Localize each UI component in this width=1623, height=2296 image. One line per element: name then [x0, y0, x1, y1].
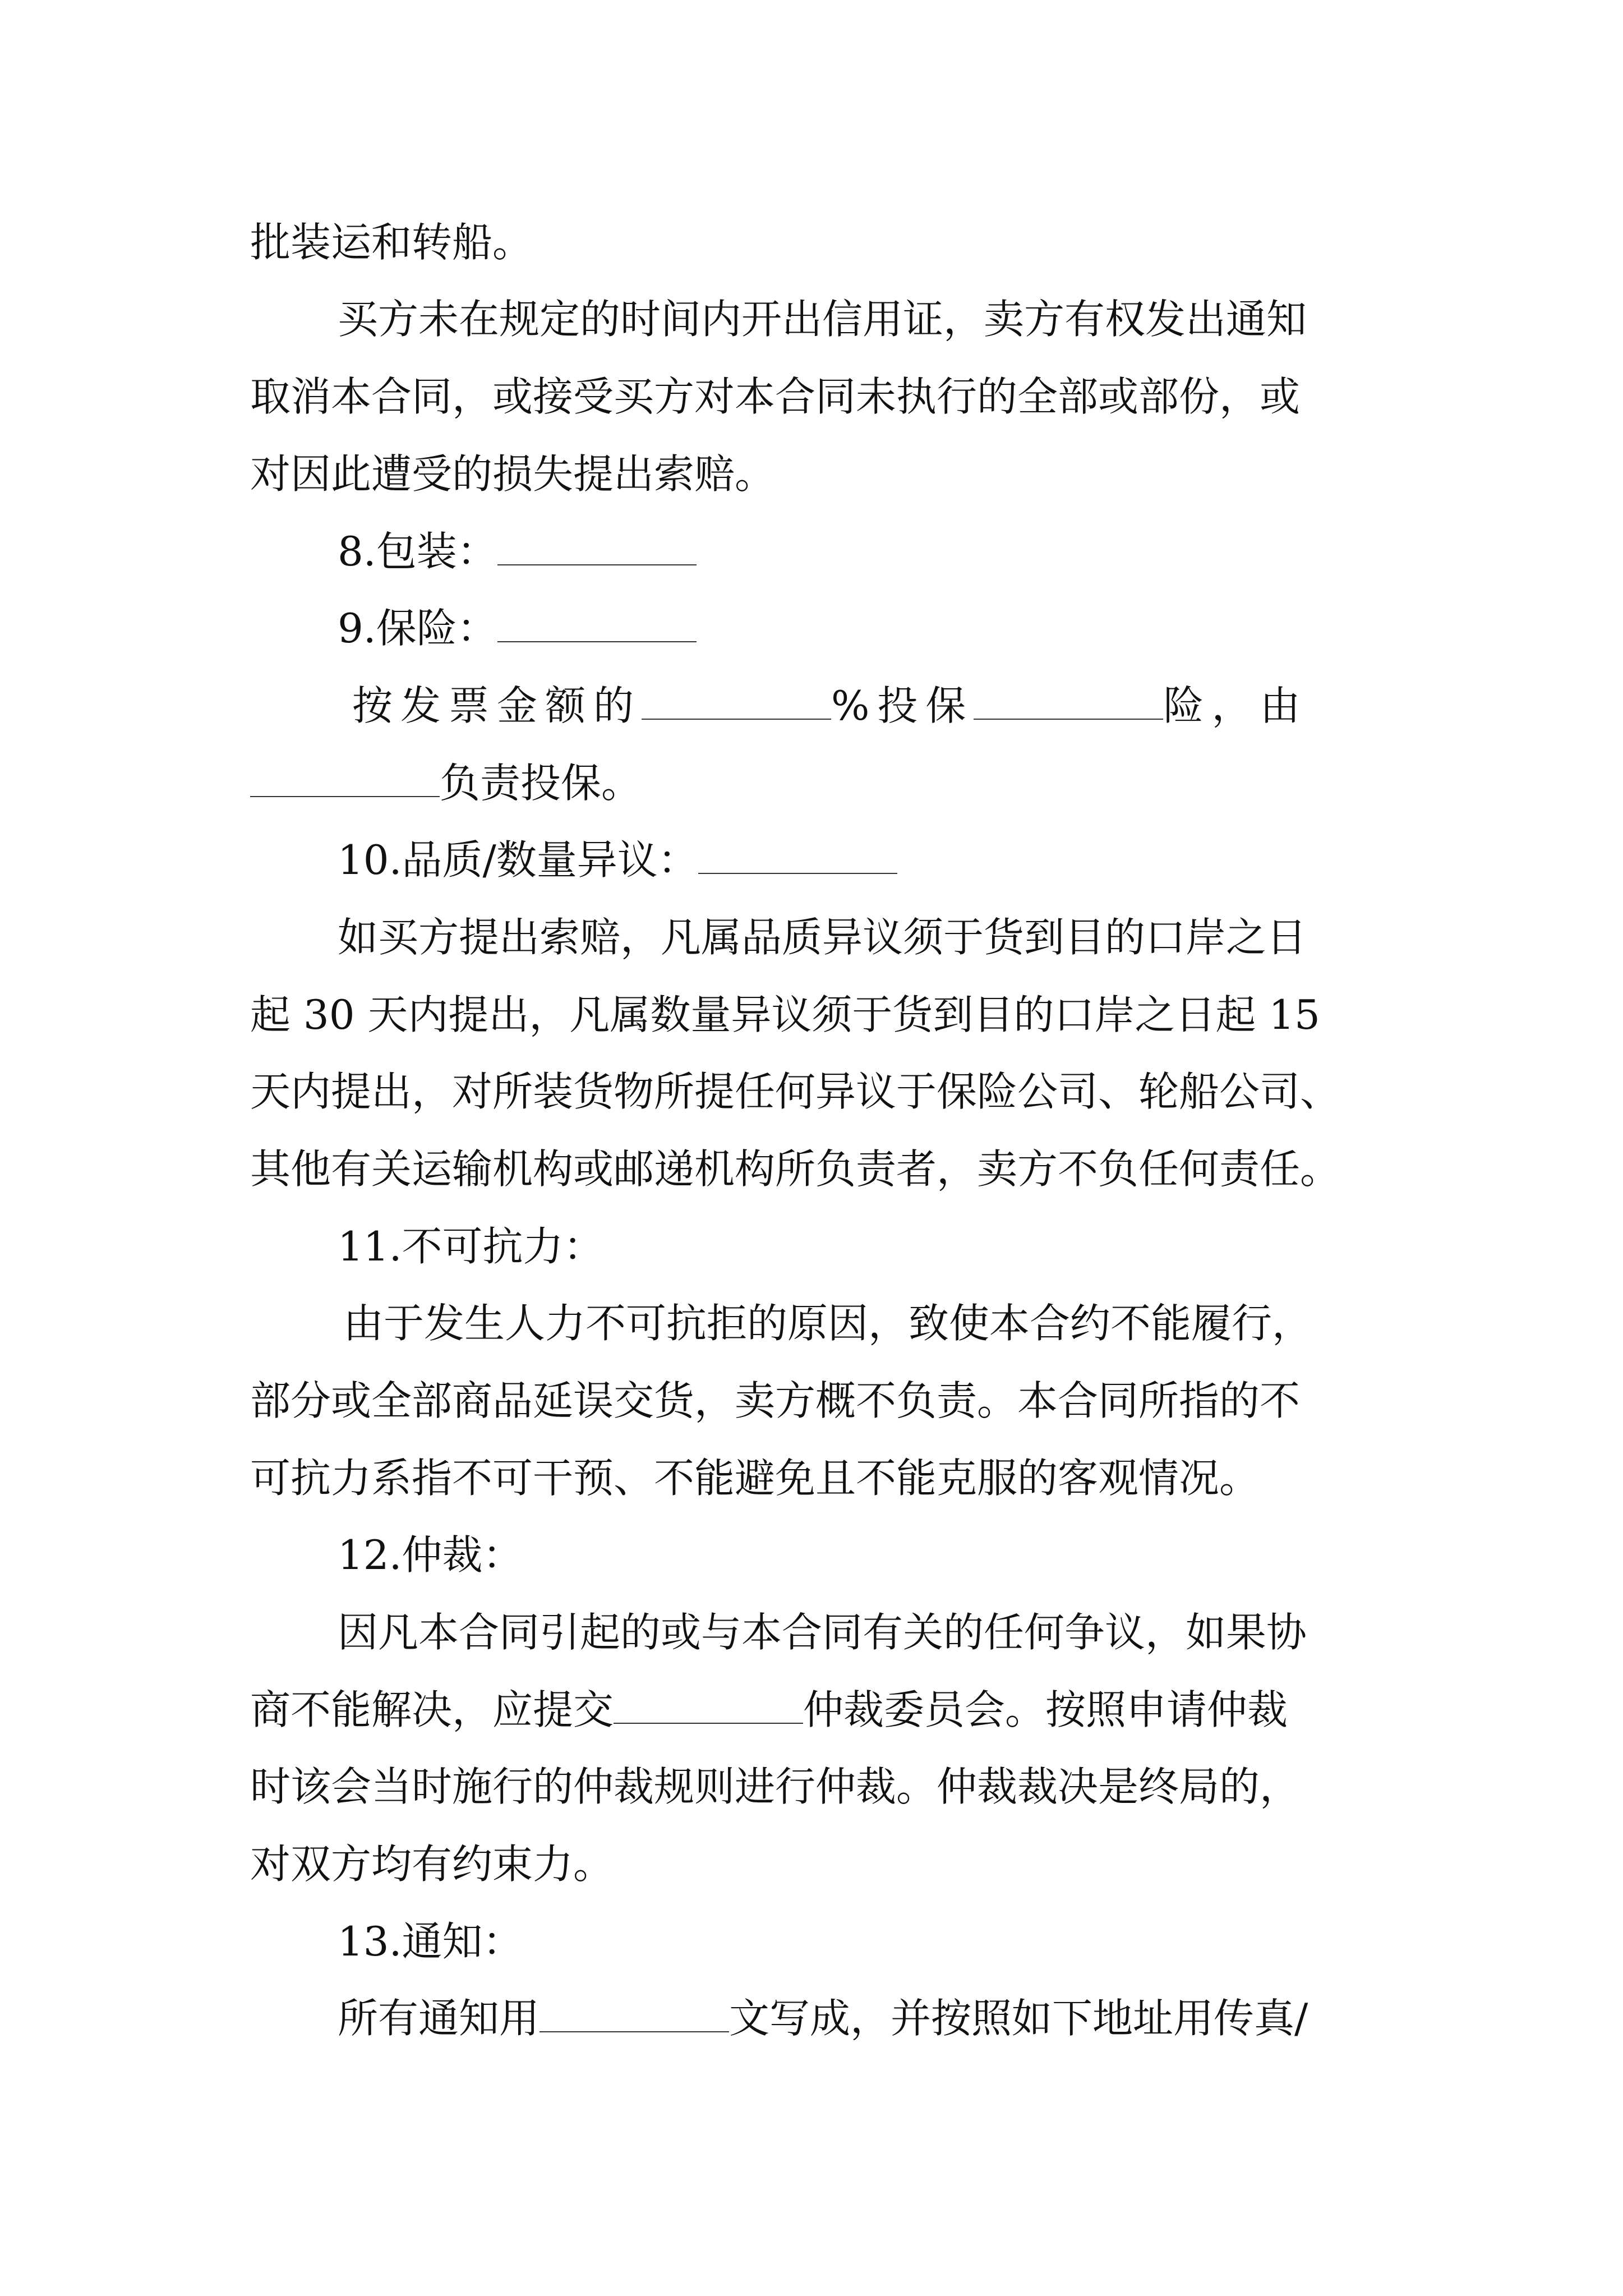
fill-blank: [540, 1991, 729, 2032]
paragraph-line: 买方未在规定的时间内开出信用证，卖方有权发出通知: [338, 296, 1307, 343]
fill-blank: [614, 1682, 803, 1724]
paragraph-line: 起 30 天内提出，凡属数量异议须于货到目的口岸之日起 15: [250, 991, 1320, 1038]
clause-heading-packing: 8.包装：: [338, 523, 697, 579]
paragraph-line: 对双方均有约束力。: [250, 1841, 614, 1888]
paragraph-line: 因凡本合同引起的或与本合同有关的任何争议，如果协: [338, 1609, 1307, 1656]
paragraph-line: 按发票金额的 %投保 险，由: [352, 678, 1308, 734]
paragraph-line: 批装运和转船。: [250, 219, 533, 266]
clause-heading-force-majeure: 11.不可抗力：: [338, 1223, 604, 1270]
paragraph-line: 可抗力系指不可干预、不能避免且不能克服的客观情况。: [250, 1455, 1260, 1502]
fill-blank: [974, 678, 1163, 720]
fill-blank: [497, 601, 697, 642]
fill-blank: [497, 524, 697, 565]
clause-heading-quality-claims: 10.品质/数量异议：: [338, 832, 897, 888]
paragraph-line: 商不能解决，应提交 仲裁委员会。按照申请仲裁: [250, 1682, 1288, 1738]
paragraph-line: 其他有关运输机构或邮递机构所负责者，卖方不负任何责任。: [250, 1145, 1341, 1193]
clause-heading-insurance: 9.保险：: [338, 600, 697, 656]
paragraph-line: 负责投保。: [250, 755, 642, 811]
paragraph-line: 部分或全部商品延误交货，卖方概不负责。本合同所指的不: [250, 1377, 1301, 1424]
paragraph-line: 所有通知用 文写成，并按照如下地址用传真/: [338, 1990, 1308, 2046]
fill-blank: [250, 756, 440, 797]
paragraph-line: 如买方提出索赔，凡属品质异议须于货到目的口岸之日: [338, 914, 1307, 961]
clause-heading-notice: 13.通知：: [338, 1918, 523, 1965]
paragraph-line: 取消本合同，或接受买方对本合同未执行的全部或部份，或: [250, 373, 1301, 420]
paragraph-line: 由于发生人力不可抗拒的原因，致使本合约不能履行，: [343, 1300, 1313, 1347]
fill-blank: [642, 678, 831, 720]
paragraph-line: 对因此遭受的损失提出索赔。: [250, 450, 776, 498]
fill-blank: [698, 832, 897, 874]
paragraph-line: 时该会当时施行的仲裁规则进行仲裁。仲裁裁决是终局的，: [250, 1763, 1301, 1810]
paragraph-line: 天内提出，对所装货物所提任何异议于保险公司、轮船公司、: [250, 1068, 1341, 1115]
clause-heading-arbitration: 12.仲裁：: [338, 1531, 523, 1579]
